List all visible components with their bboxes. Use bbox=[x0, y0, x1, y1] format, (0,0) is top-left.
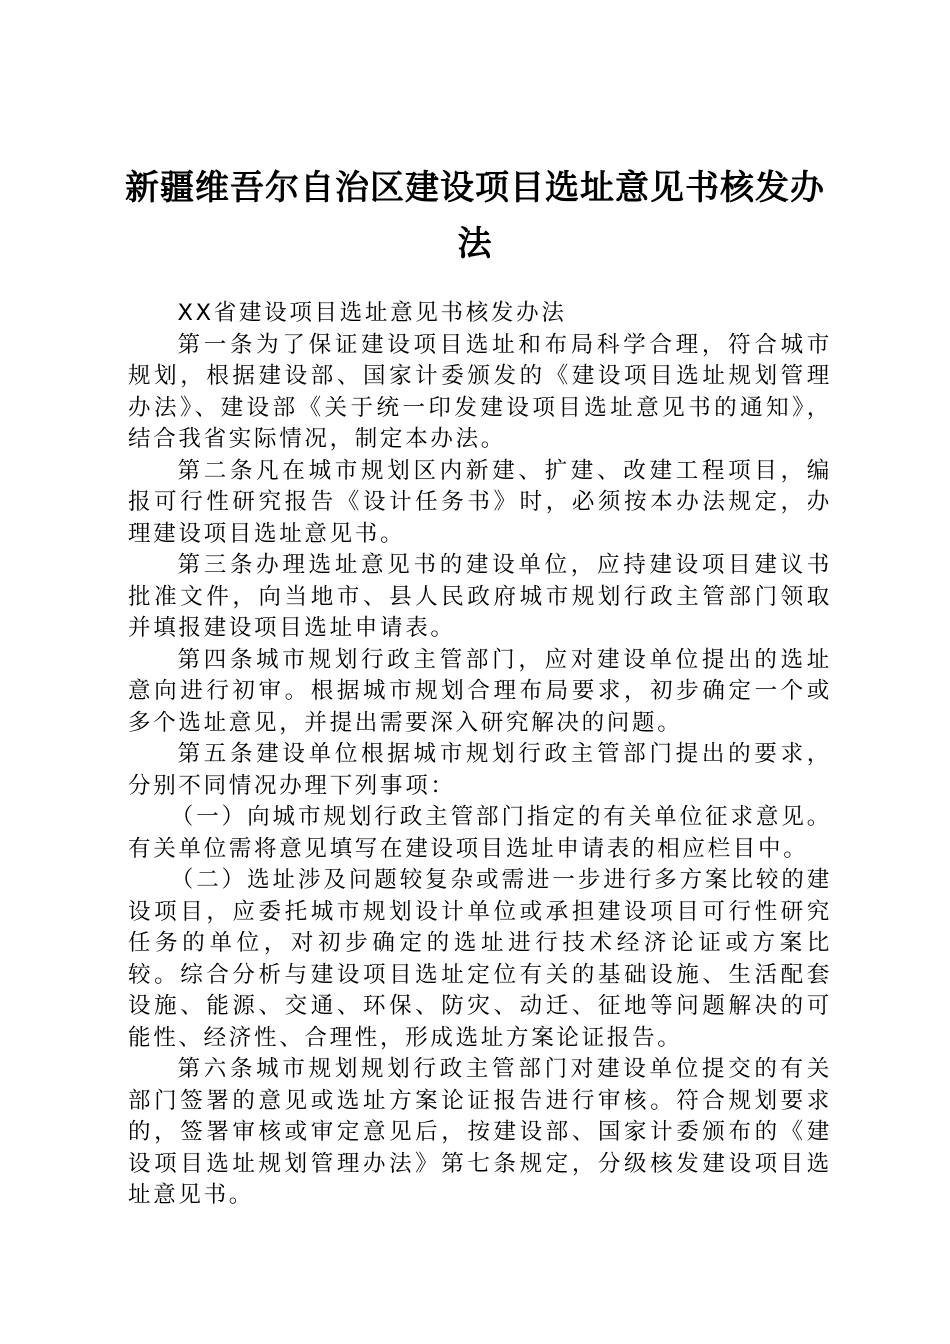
article-5-item-1-paragraph: （一）向城市规划行政主管部门指定的有关单位征求意见。有关单位需将意见填写在建设项目选址申请表的相应栏目中。 bbox=[128, 804, 832, 862]
article-3-paragraph: 第三条办理选址意见书的建设单位，应持建设项目建议书批准文件，向当地市、县人民政府城市规划行政主管部门领取并填报建设项目选址申请表。 bbox=[128, 552, 832, 641]
document-title: 新疆维吾尔自治区建设项目选址意见书核发办法 bbox=[125, 168, 825, 264]
article-1-paragraph: 第一条为了保证建设项目选址和布局科学合理，符合城市规划，根据建设部、国家计委颁发的《建设项目选址规划管理办法》、建设部《关于统一印发建设项目选址意见书的通知》，结合我省实际情况，制定本办法。 bbox=[128, 331, 832, 452]
article-5-paragraph: 第五条建设单位根据城市规划行政主管部门提出的要求，分别不同情况办理下列事项： bbox=[128, 741, 832, 799]
document-body bbox=[128, 298, 832, 1212]
article-4-paragraph: 第四条城市规划行政主管部门，应对建设单位提出的选址意向进行初审。根据城市规划合理布局要求，初步确定一个或多个选址意见，并提出需要深入研究解决的问题。 bbox=[128, 646, 832, 736]
subtitle-paragraph: XX省建设项目选址意见书核发办法 bbox=[177, 300, 567, 326]
article-5-item-2-paragraph: （二）选址涉及问题较复杂或需进一步进行多方案比较的建设项目，应委托城市规划设计单位或承担建设项目可行性研究任务的单位，对初步确定的选址进行技术经济论证或方案比较。综合分析与建设项目选址定位有关的基础设施、生活配套设施、能源、交通、环保、防灾、动迁、征地等问题解决的可能性、经济性、合理性，形成选址方案论证报告。 bbox=[128, 867, 832, 1051]
article-6-paragraph: 第六条城市规划规划行政主管部门对建设单位提交的有关部门签署的意见或选址方案论证报告进行审核。符合规划要求的，签署审核或审定意见后，按建设部、国家计委颁布的《建设项目选址规划管理办法》第七条规定，分级核发建设项目选址意见书。 bbox=[128, 1056, 832, 1208]
article-2-paragraph: 第二条凡在城市规划区内新建、扩建、改建工程项目，编报可行性研究报告《设计任务书》时，必须按本办法规定，办理建设项目选址意见书。 bbox=[128, 457, 832, 547]
